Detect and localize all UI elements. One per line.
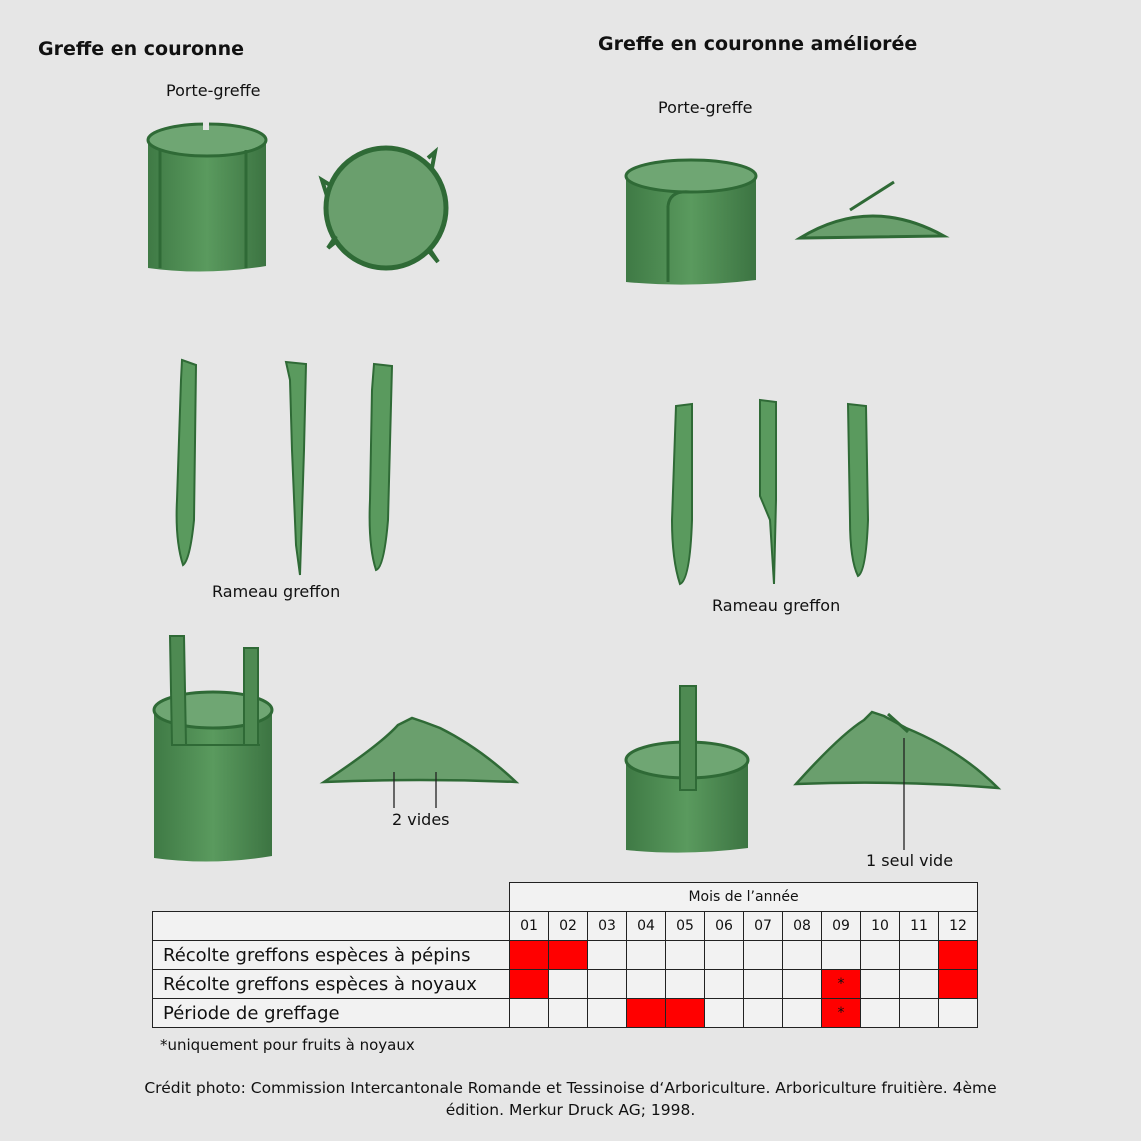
- credit-line-1: Crédit photo: Commission Intercantonale Romande et Tessinoise d‘Arboriculture. Arboriculture fruitière. 4ème: [144, 1079, 997, 1097]
- right-scion-2: [760, 400, 776, 584]
- left-scion-1: [177, 360, 196, 565]
- right-rootstock-top-view: [800, 182, 944, 238]
- calendar-cell: [783, 970, 822, 999]
- calendar-cell-active: [666, 999, 705, 1028]
- month-header: 09: [822, 912, 861, 941]
- calendar-cell: [510, 999, 549, 1028]
- calendar-row-label: Récolte greffons espèces à noyaux: [153, 970, 510, 999]
- month-header: 08: [783, 912, 822, 941]
- calendar-corner: [153, 883, 510, 912]
- month-header: 04: [627, 912, 666, 941]
- calendar-cell: [705, 999, 744, 1028]
- left-rootstock-cylinder: [148, 120, 266, 272]
- calendar-cell: [627, 970, 666, 999]
- calendar-cell-active: [510, 941, 549, 970]
- month-header: 06: [705, 912, 744, 941]
- calendar-cell: [900, 999, 939, 1028]
- right-scion-1: [672, 404, 692, 584]
- calendar-cell-active: [939, 970, 978, 999]
- calendar-cell: [588, 970, 627, 999]
- left-rootstock-top-view: [322, 148, 446, 268]
- right-gap-label: 1 seul vide: [866, 851, 954, 870]
- calendar-cell: [861, 999, 900, 1028]
- calendar-cell: [666, 970, 705, 999]
- calendar-cell: [549, 970, 588, 999]
- month-header: 02: [549, 912, 588, 941]
- calendar-row-label: Période de greffage: [153, 999, 510, 1028]
- left-gap-label: 2 vides: [392, 810, 450, 829]
- footnote: *uniquement pour fruits à noyaux: [160, 1036, 415, 1054]
- photo-credit: [60, 1077, 1081, 1121]
- left-scion-2: [286, 362, 306, 575]
- calendar-cell: [666, 941, 705, 970]
- calendar-row: [153, 970, 978, 999]
- calendar-cell-active: [510, 970, 549, 999]
- calendar-cell: [588, 941, 627, 970]
- calendar-header: Mois de l’année: [510, 883, 978, 912]
- right-scion-label: Rameau greffon: [712, 596, 841, 615]
- calendar-months-row: [153, 912, 978, 941]
- month-header: 07: [744, 912, 783, 941]
- calendar-row: [153, 941, 978, 970]
- calendar-cell-stone-fruit-only: *: [822, 999, 861, 1028]
- calendar-cell: [822, 941, 861, 970]
- calendar-cell: [783, 999, 822, 1028]
- calendar-cell-active: [939, 941, 978, 970]
- calendar-cell-active: [627, 999, 666, 1028]
- right-scion-3: [848, 404, 868, 576]
- month-header: 05: [666, 912, 705, 941]
- calendar-cell: [900, 970, 939, 999]
- grafting-calendar-table: [152, 882, 978, 1028]
- month-header: 03: [588, 912, 627, 941]
- calendar-cell: [705, 941, 744, 970]
- credit-line-2: édition. Merkur Druck AG; 1998.: [445, 1101, 696, 1119]
- month-header: 10: [861, 912, 900, 941]
- calendar-cell: [861, 970, 900, 999]
- right-title: Greffe en couronne améliorée: [598, 33, 918, 55]
- right-grafted-cross-section: [796, 712, 998, 850]
- left-grafted-cross-section: [324, 718, 516, 808]
- left-title: Greffe en couronne: [38, 38, 244, 60]
- calendar-cell-active: [549, 941, 588, 970]
- calendar-cell: [705, 970, 744, 999]
- left-grafted-cylinder: [154, 636, 272, 862]
- calendar-cell: [783, 941, 822, 970]
- right-rootstock-label: Porte-greffe: [658, 98, 753, 117]
- calendar-row: [153, 999, 978, 1028]
- calendar-cell: [549, 999, 588, 1028]
- month-header: 12: [939, 912, 978, 941]
- month-header: 01: [510, 912, 549, 941]
- left-scion-3: [370, 364, 392, 570]
- calendar-cell: [588, 999, 627, 1028]
- left-scion-label: Rameau greffon: [212, 582, 341, 601]
- calendar-row-label: Récolte greffons espèces à pépins: [153, 941, 510, 970]
- calendar-cell: [900, 941, 939, 970]
- right-grafted-cylinder: [626, 686, 748, 853]
- left-rootstock-label: Porte-greffe: [166, 81, 261, 100]
- calendar-cell-stone-fruit-only: *: [822, 970, 861, 999]
- calendar-months-label-cell: [153, 912, 510, 941]
- calendar-cell: [744, 941, 783, 970]
- calendar-cell: [939, 999, 978, 1028]
- right-rootstock-cylinder: [626, 160, 756, 285]
- month-header: 11: [900, 912, 939, 941]
- calendar-cell: [744, 970, 783, 999]
- calendar-cell: [744, 999, 783, 1028]
- calendar-cell: [861, 941, 900, 970]
- calendar-cell: [627, 941, 666, 970]
